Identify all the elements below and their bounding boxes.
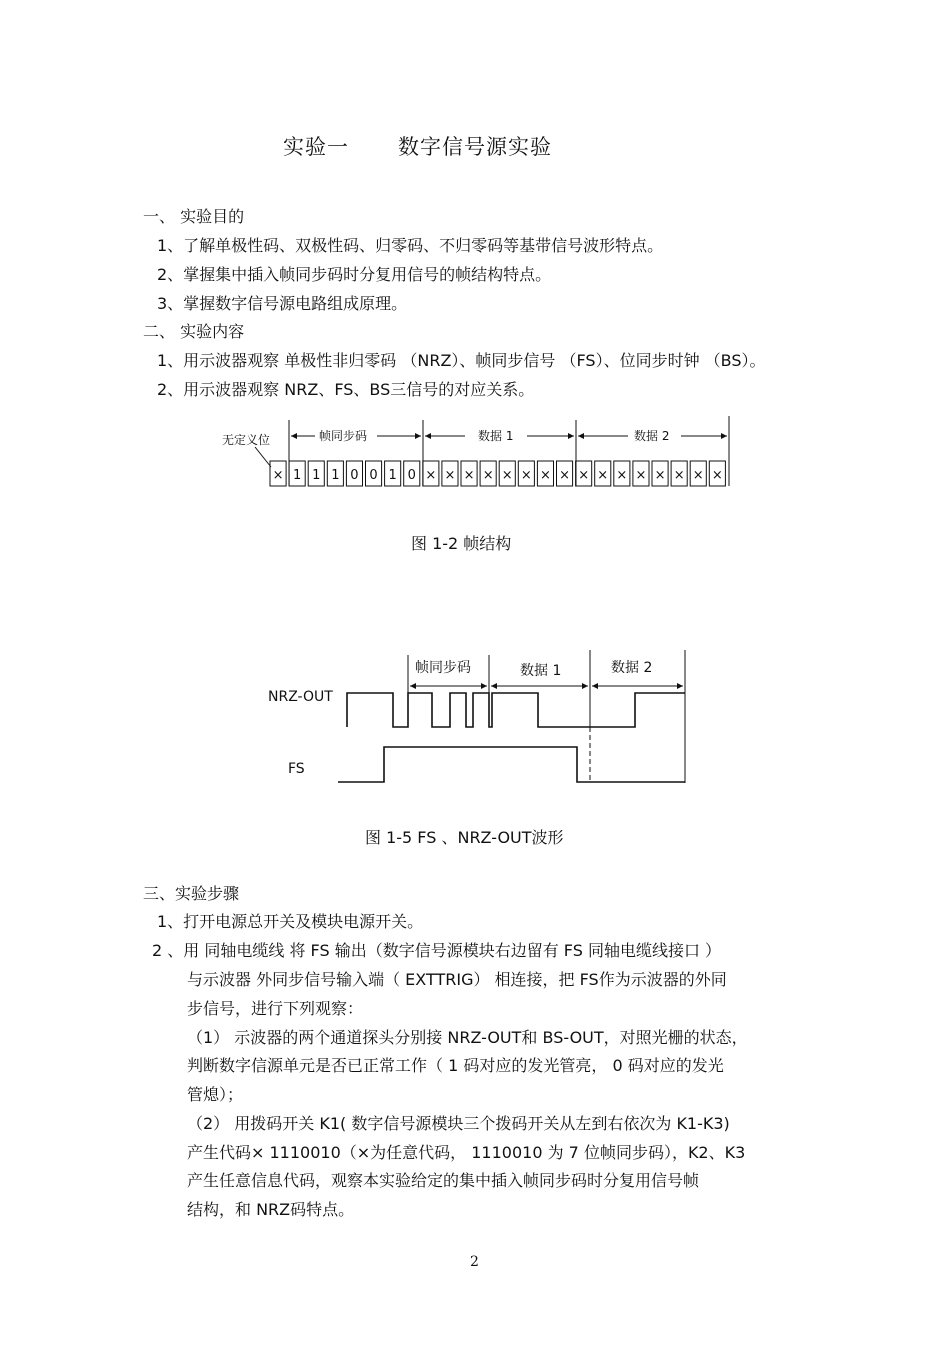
frame-cell-value: × bbox=[635, 468, 647, 483]
section1-item: 2、掌握集中插入帧同步码时分复用信号的帧结构特点。 bbox=[157, 265, 552, 284]
frame-cell-value: × bbox=[692, 468, 704, 483]
frame-cell-value: × bbox=[520, 468, 532, 483]
section2-item: 2、用示波器观察 NRZ、FS、BS三信号的对应关系。 bbox=[157, 380, 535, 399]
section1-item: 1、了解单极性码、双极性码、归零码、不归零码等基带信号波形特点。 bbox=[157, 236, 664, 255]
step-2-line: 2 、用 同轴电缆线 将 FS 输出（数字信号源模块右边留有 FS 同轴电缆线接口 ） bbox=[152, 941, 722, 960]
frame-cell-value: × bbox=[597, 468, 609, 483]
section2-item: 1、用示波器观察 单极性非归零码 （NRZ）、帧同步信号 （FS）、位同步时钟 （BS）。 bbox=[157, 351, 766, 370]
segment-data2-label: 数据 2 bbox=[634, 429, 670, 443]
substep-1-line: 管熄）； bbox=[187, 1085, 244, 1104]
step-1: 1、打开电源总开关及模块电源开关。 bbox=[157, 912, 424, 931]
wave-segment-sync-label: 帧同步码 bbox=[415, 660, 471, 676]
substep-2-line: 产生代码× 1110010（×为任意代码， 1110010 为 7 位帧同步码），K2、K3 bbox=[187, 1143, 746, 1162]
segment-data1-label: 数据 1 bbox=[478, 429, 514, 443]
frame-cell-value: × bbox=[616, 468, 628, 483]
frame-structure-diagram bbox=[215, 412, 740, 494]
section1-item: 3、掌握数字信号源电路组成原理。 bbox=[157, 294, 408, 313]
frame-cell-value: × bbox=[444, 468, 456, 483]
substep-2-line: 结构，和 NRZ码特点。 bbox=[187, 1200, 355, 1219]
nrz-out-label: NRZ-OUT bbox=[268, 689, 333, 705]
figure-1-2-caption: 图 1-2 帧结构 bbox=[411, 534, 512, 553]
nrz-out-waveform bbox=[347, 693, 685, 727]
substep-2-line: （2） 用拨码开关 K1( 数字信号源模块三个拨码开关从左到右依次为 K1-K3) bbox=[187, 1114, 730, 1133]
substep-1-line: （1） 示波器的两个通道探头分别接 NRZ-OUT和 BS-OUT，对照光栅的状态， bbox=[187, 1028, 748, 1047]
frame-cell-value: × bbox=[559, 468, 571, 483]
waveform-diagram bbox=[260, 645, 700, 790]
segment-sync-label: 帧同步码 bbox=[319, 429, 368, 443]
fs-label: FS bbox=[288, 761, 305, 777]
section2-heading: 二、 实验内容 bbox=[143, 322, 245, 341]
wave-segment-data1-label: 数据 1 bbox=[520, 663, 562, 679]
frame-cell-value: × bbox=[578, 468, 590, 483]
frame-cell-value: × bbox=[463, 468, 475, 483]
frame-cell-value: × bbox=[673, 468, 685, 483]
frame-cell-value: 0 bbox=[407, 468, 416, 483]
frame-cell-value: × bbox=[711, 468, 723, 483]
frame-cell-value: 1 bbox=[388, 468, 397, 483]
wave-segment-data2-label: 数据 2 bbox=[611, 660, 653, 676]
step-2-line: 步信号，进行下列观察： bbox=[187, 999, 364, 1018]
frame-cell-value: × bbox=[425, 468, 437, 483]
undefined-bit-label: 无定义位 bbox=[222, 433, 271, 447]
frame-cell-value: × bbox=[539, 468, 551, 483]
frame-cell-value: × bbox=[654, 468, 666, 483]
frame-cell-value: × bbox=[501, 468, 513, 483]
title-part2: 数字信号源实验 bbox=[398, 135, 552, 159]
substep-2-line: 产生任意信息代码，观察本实验给定的集中插入帧同步码时分复用信号帧 bbox=[187, 1171, 700, 1190]
title-part1: 实验一 bbox=[283, 135, 349, 159]
figure-1-5-caption: 图 1-5 FS 、NRZ-OUT波形 bbox=[365, 828, 564, 847]
section3-heading: 三、实验步骤 bbox=[143, 884, 240, 903]
frame-cell-value: × bbox=[482, 468, 494, 483]
frame-cell-value: 0 bbox=[350, 468, 359, 483]
frame-cell-value: 1 bbox=[331, 468, 340, 483]
section1-heading: 一、 实验目的 bbox=[143, 207, 245, 226]
fs-waveform bbox=[338, 747, 685, 782]
frame-cell-value: × bbox=[272, 468, 284, 483]
frame-cells bbox=[270, 461, 725, 486]
frame-cell-value: 0 bbox=[369, 468, 378, 483]
frame-cell-value: 1 bbox=[293, 468, 302, 483]
page-number: 2 bbox=[470, 1254, 479, 1270]
substep-1-line: 判断数字信源单元是否已正常工作（ 1 码对应的发光管亮， 0 码对应的发光 bbox=[187, 1056, 724, 1075]
frame-cell-value: 1 bbox=[312, 468, 321, 483]
step-2-line: 与示波器 外同步信号输入端（ EXTTRIG） 相连接，把 FS作为示波器的外同 bbox=[187, 970, 727, 989]
